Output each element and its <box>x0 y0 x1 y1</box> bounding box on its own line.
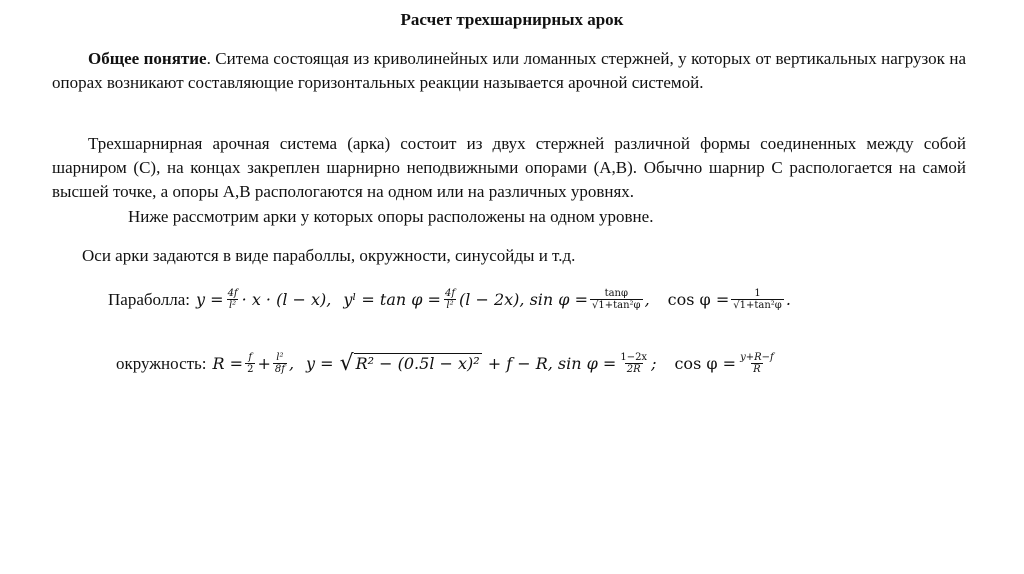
circle-plus: + <box>257 354 271 373</box>
circle-frac4: $\frac{y+R-f}{R}$ <box>740 352 774 375</box>
parabola-rest1: · x · (l − x), <box>241 290 332 309</box>
paragraph-general-concept <box>52 47 966 95</box>
paragraph-three-hinged-arch <box>52 132 966 204</box>
parabola-frac2: $\frac{4f}{\text{l²}}$ <box>444 288 456 311</box>
circle-formula <box>116 352 778 375</box>
supports-same-level-line: Ниже рассмотрим арки у которых опоры расположены на одном уровне. <box>128 207 654 226</box>
parabola-frac-4f-l2: $\frac{4f}{\text{l²}}$ <box>227 288 238 311</box>
circle-label: окружность: <box>116 353 207 373</box>
parabola-label: Параболла: <box>108 289 191 309</box>
circle-frac3: $\frac{1-2x}{2R}$ <box>620 352 648 375</box>
parabola-end: . <box>785 290 791 309</box>
parabola-rest2: (l − 2x), sin φ = <box>459 290 588 309</box>
circle-sqrt: √ R² − (0.5l − x)² <box>339 350 480 376</box>
general-concept-lead: Общее понятие <box>88 49 207 68</box>
circle-cos-eq: cos φ = <box>674 354 737 373</box>
circle-r-eq: R = <box>212 354 244 373</box>
circle-frac-l2-8f: $\frac{\text{l²}}{8f}$ <box>274 352 285 375</box>
parabola-rest3: , <box>644 290 650 309</box>
parabola-frac4: $\frac{1}{\text{√1+tan²φ}}$ <box>733 288 782 311</box>
parabola-frac3: $\frac{\tan\varphi}{\text{√1+tan²φ}}$ <box>592 288 641 311</box>
circle-rest: + f − R, sin φ = <box>487 354 617 373</box>
circle-frac-f-2: $\frac{f}{2}$ <box>247 352 254 375</box>
three-hinged-arch-text: Трехшарнирная арочная система (арка) состоит из двух стержней различной формы соединенных между собой шарниром (С), на концах закреплен шарнирно неподвижными опорами (А,В). Обычно шарнир С распологается на самой высшей точке, а опоры А,В распологаются на одном или на различных уровнях. <box>52 134 966 201</box>
parabola-y-eq: y = <box>196 290 224 309</box>
page-title: Расчет трехшарнирных арок <box>400 10 624 29</box>
general-concept-text: . Ситема состоящая из криволинейных или ломанных стержней, у которых от вертикальных нагрузок на опорах возникают составляющие горизонтальных реакции называется арочной системой. <box>52 49 966 92</box>
parabola-formula <box>108 288 791 311</box>
parabola-yprime: yˡ = tan φ = <box>343 290 441 309</box>
parabola-cos-eq: cos φ = <box>667 290 730 309</box>
circle-comma: , <box>288 354 295 373</box>
circle-y-eq: y = <box>306 354 334 373</box>
sqrt-icon: √ <box>339 350 354 376</box>
arch-axes-line: Оси арки задаются в виде параболлы, окружности, синусойды и т.д. <box>82 246 576 265</box>
circle-semi: ; <box>651 354 657 373</box>
